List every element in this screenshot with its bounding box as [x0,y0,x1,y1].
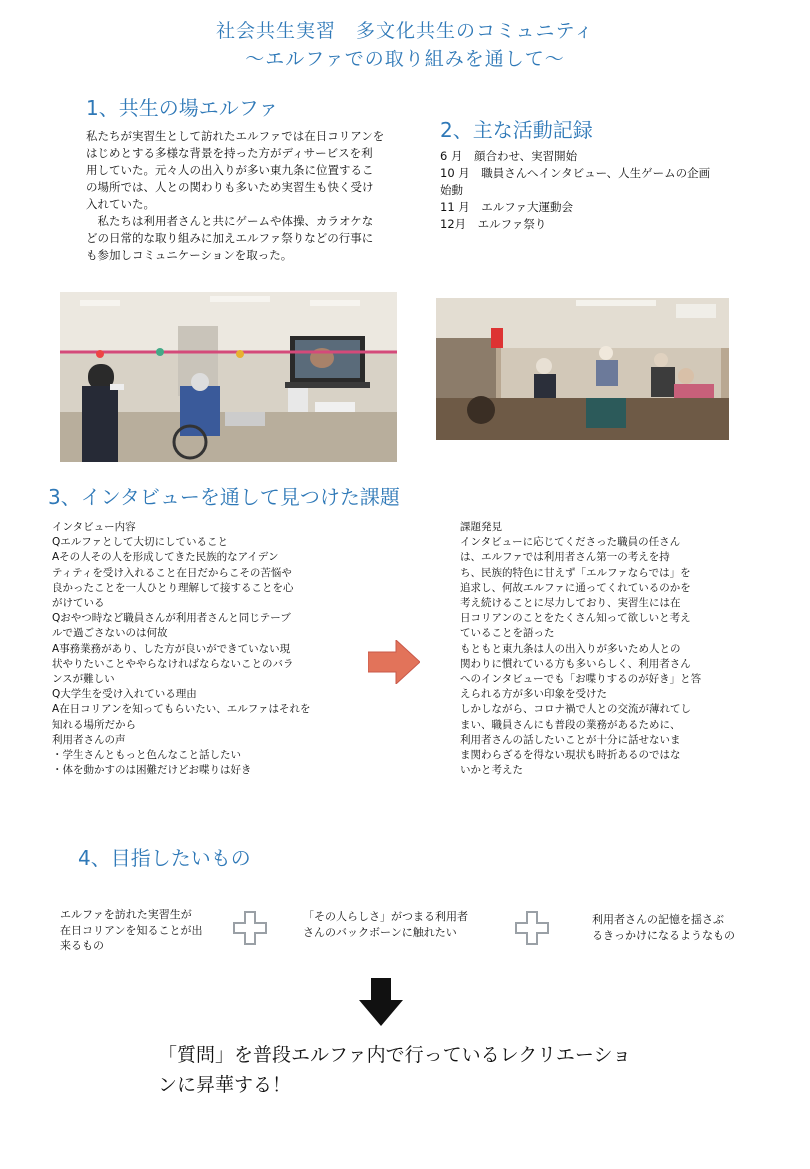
exercise-room-photo [436,298,729,440]
right-arrow-icon [368,640,420,684]
section3-heading: 3、インタビューを通して見つけた課題 [48,485,400,509]
findings-content: 課題発見 インタビューに応じてくださった職員の任さん は、エルファでは利用者さん第一の考えを持 ち、民族的特色に甘えず「エルファならでは」を 追求し、何故エルファに通ってくれているのかを 考え続けることに尽力しており、実習生には在 日コリアンのことをたくさん知って欲しいと考え ていることを語った もともと東九条は人の出入りが多いため人との 関わりに慣れている方も多いらしく、利用者さん へのインタビューでも「お喋りするのが好き」と答 えられる方が多い印象を受けた しかしながら、コロナ禍で人との交流が薄れてし まい、職員さんにも普段の業務があるために、 利用者さんの話したいことが十分に話せないま ま関わらざるを得ない現状も時折あるのではな いかと考えた [460,521,702,777]
record-item: 12月 エルファ祭り [440,217,547,231]
section4-heading: 4、目指したいもの [78,846,251,870]
record-item: 10 月 職員さんへインタビュー、人生ゲームの企画 始動 [440,166,711,197]
section1-heading: 1、共生の場エルファ [86,96,279,120]
page-title: 社会共生実習 多文化共生のコミュニティ [215,20,595,42]
goal-item: 利用者さんの記憶を揺さぶ るきっかけになるようなもの [592,913,735,942]
down-arrow-icon [359,978,403,1026]
section1-body: 私たちが実習生として訪れたエルファでは在日コリアンを はじめとする多様な背景を持った方がディサービスを利 用していた。元々人の出入りが多い東九条に位置するこ の場所では、人との関わりも多いため実習生も快く受け 入れていた。 私たちは利用者さんと共にゲームや体操、カラオケな どの日常的な取り組みに加えエルファ祭りなどの行事に も参加しコミュニケーションを取った。 [86,129,385,262]
activity-records [440,148,760,233]
page-subtitle: 〜エルファでの取り組みを通して〜 [245,48,565,70]
goal-item: 「その人らしさ」がつまる利用者 さんのバックボーンに触れたい [303,910,468,939]
interview-content: インタビュー内容 Qエルファとして大切にしていること Aその人その人を形成してきた民族的なアイデン ティティを受け入れること在日だからこその苦悩や 良かったことを一人ひとり理解して接することを心 がけている Qおやつ時など職員さんが利用者さんと同じテーブ ルで過ごさないのは何故 A事務業務があり、した方が良いができていない現 状やりたいことややらなければならないことのバラ ンスが難しい Q大学生を受け入れている理由 A在日コリアンを知ってもらいたい、エルファはそれを 知れる場所だから 利用者さんの声 ・学生さんともっと色んなこと話したい ・体を動かすのは困難だけどお喋りは好き [52,521,311,777]
section2-heading: 2、主な活動記録 [440,118,593,142]
plus-icon [514,910,550,946]
karaoke-room-photo [60,292,397,462]
conclusion-text: 「質問」を普段エルファ内で行っているレクリエーショ ンに昇華する！ [158,1044,632,1096]
goal-item: エルファを訪れた実習生が 在日コリアンを知ることが出 来るもの [60,908,203,952]
plus-icon [232,910,268,946]
record-item: 11 月 エルファ大運動会 [440,200,574,214]
record-item: 6 月 顔合わせ、実習開始 [440,149,578,163]
